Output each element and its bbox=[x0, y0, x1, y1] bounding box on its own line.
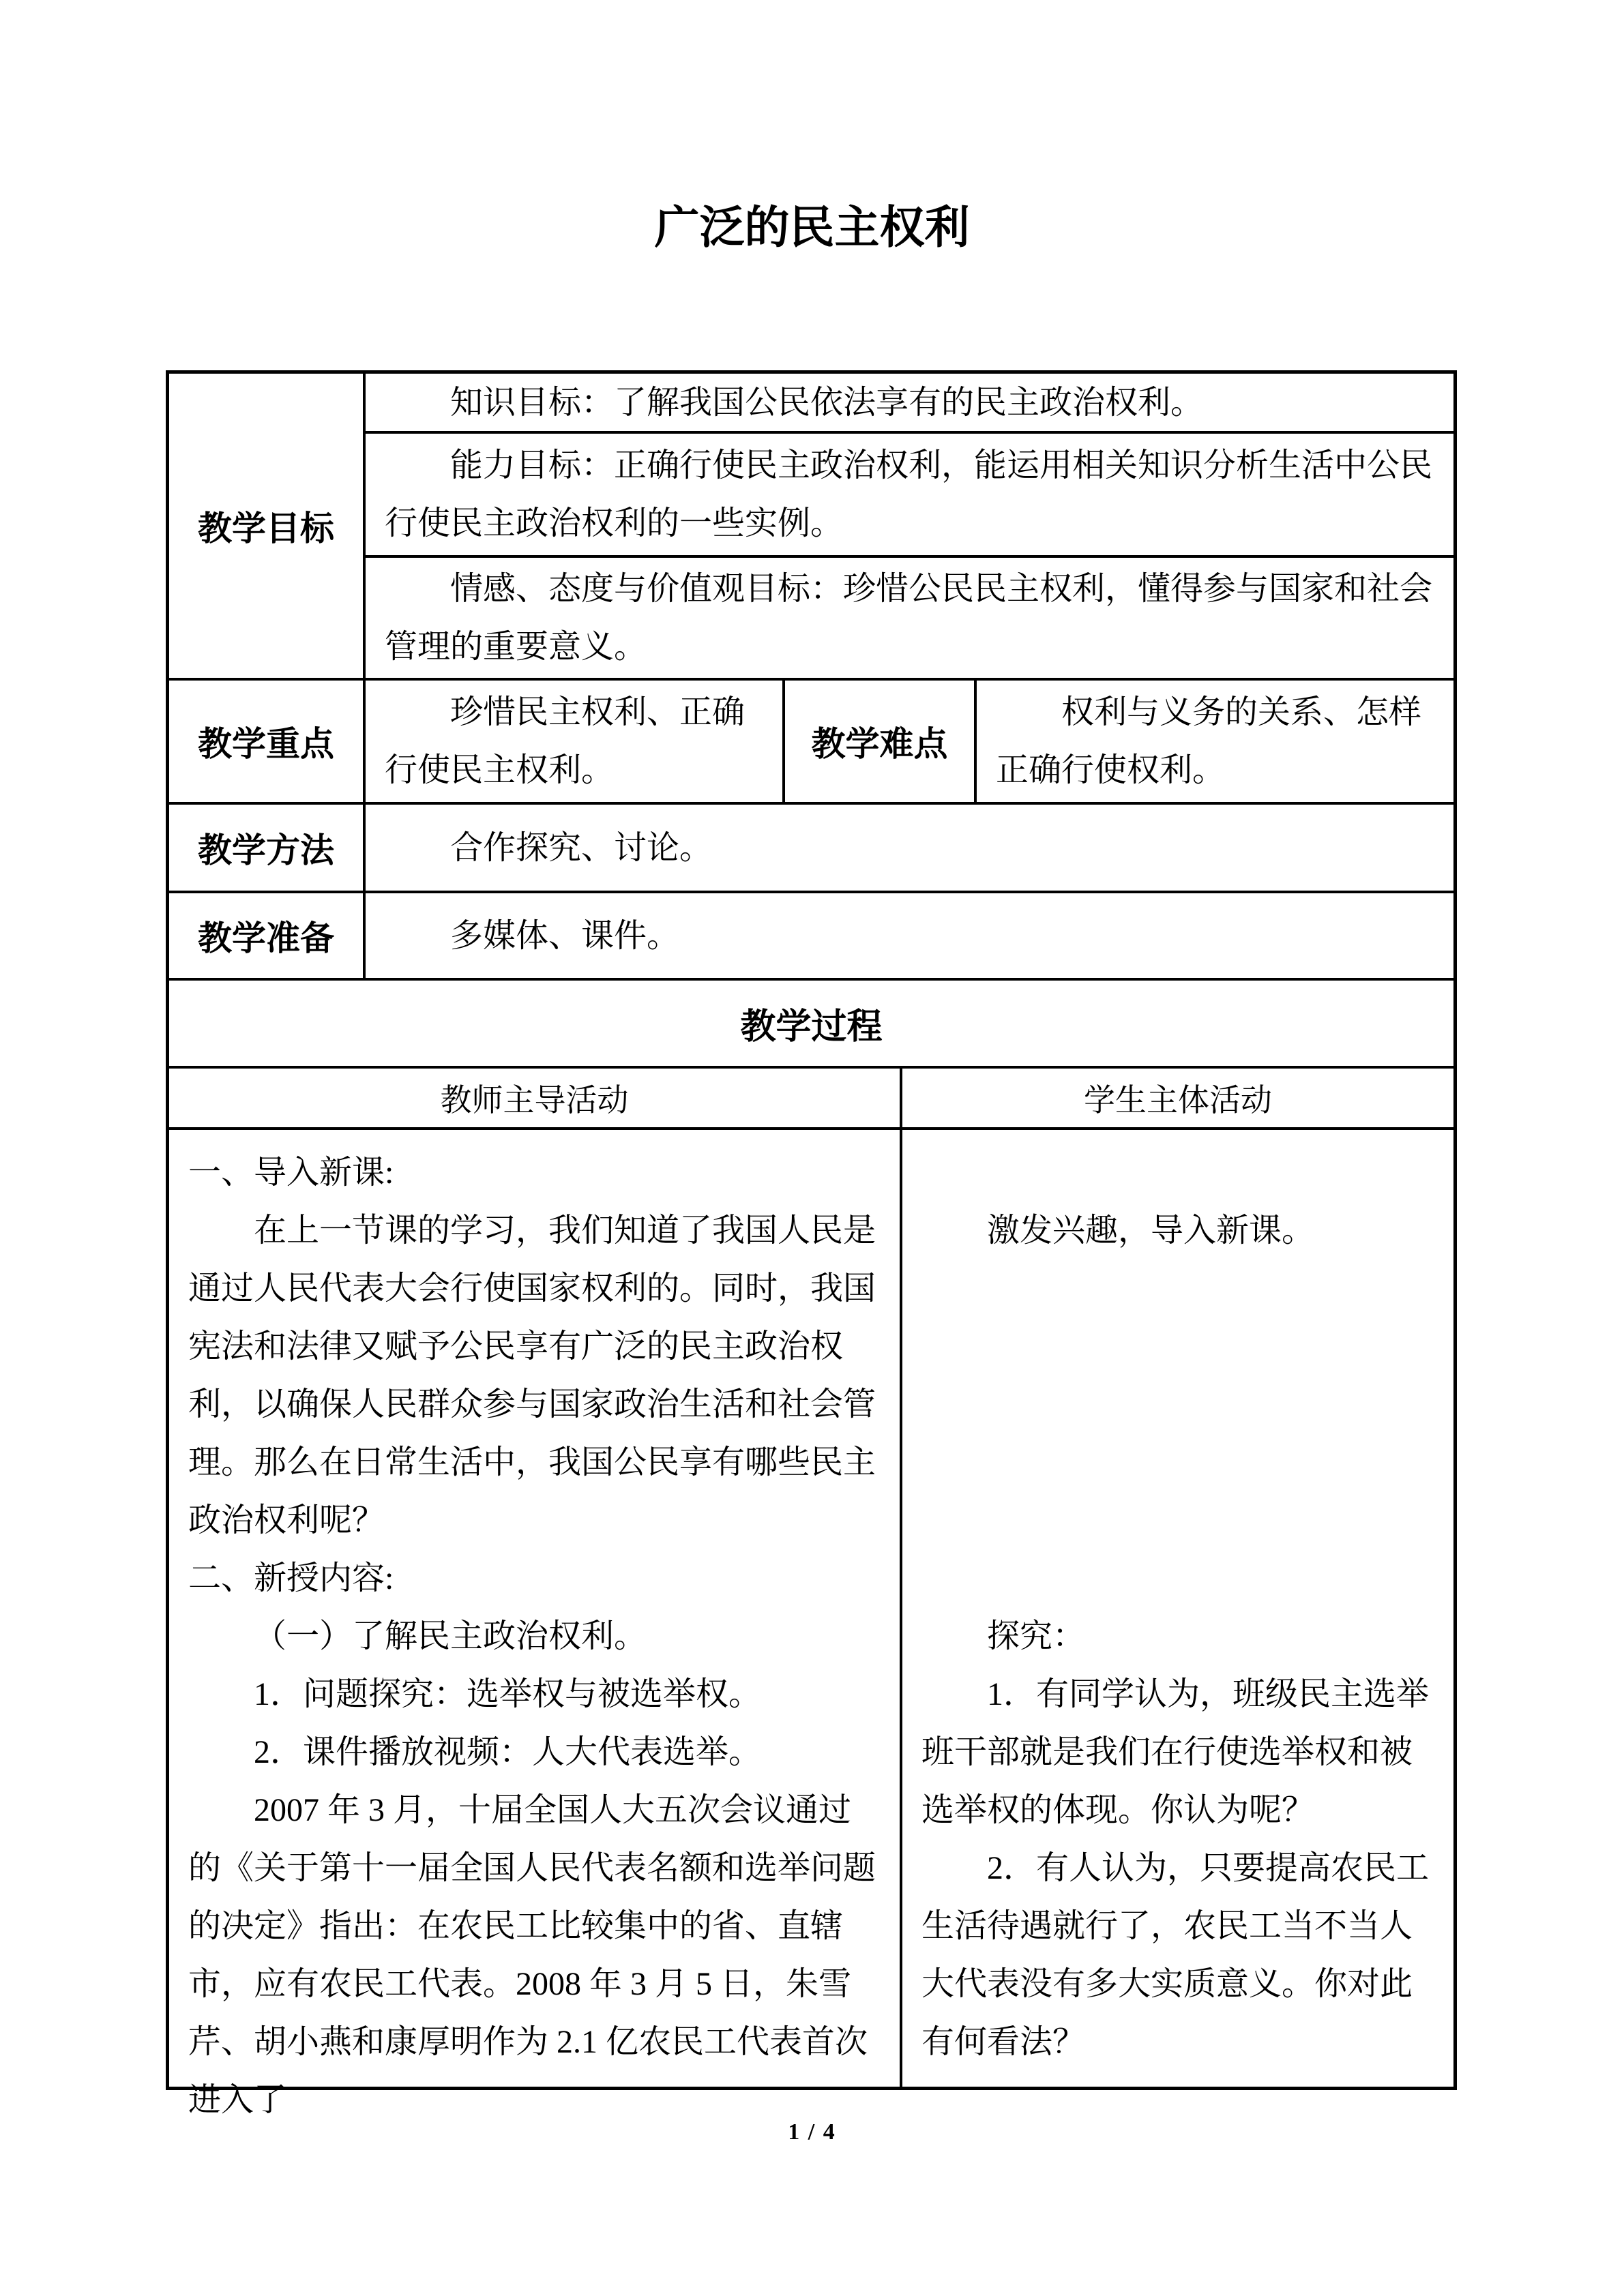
document-title: 广泛的民主权利 bbox=[654, 203, 970, 253]
teacher-column-header: 教师主导活动 bbox=[169, 1069, 902, 1127]
difficulties-content bbox=[977, 681, 1453, 802]
preparation-text: 多媒体、课件。 bbox=[450, 917, 680, 954]
student-activities-cell bbox=[902, 1130, 1453, 2087]
difficulties-label: 教学难点 bbox=[785, 681, 977, 802]
emotion-objective-text: 情感、态度与价值观目标：珍惜公民民主权利，懂得参与国家和社会管理的重要意义。 bbox=[385, 571, 1433, 665]
emotion-objective-row bbox=[366, 558, 1453, 678]
objectives-label: 教学目标 bbox=[169, 374, 366, 678]
student-paragraph-3: 1．有同学认为，班级民主选举班干部就是我们在行使选举权和被选举权的体现。你认为呢？ bbox=[921, 1676, 1430, 1828]
keypoints-content bbox=[366, 681, 785, 802]
teacher-paragraph-2: 在上一节课的学习，我们知道了我国人民是通过人民代表大会行使国家权利的。同时，我国宪法和法律又赋予公民享有广泛的民主政治权利，以确保人民群众参与国家政治生活和社会管理。那么在日常生活中，我国公民享有哪些民主政治权利呢？ bbox=[188, 1212, 876, 1538]
lesson-plan-table bbox=[166, 370, 1457, 2118]
process-header-text: 教学过程 bbox=[740, 1007, 883, 1047]
column-headers-row bbox=[169, 1069, 1453, 1130]
ability-objective-row bbox=[366, 434, 1453, 558]
knowledge-objective-text: 知识目标：了解我国公民依法享有的民主政治权利。 bbox=[450, 384, 1204, 421]
keypoints-difficulties-row bbox=[169, 681, 1453, 805]
teacher-paragraph-1: 一、导入新课: bbox=[188, 1154, 394, 1191]
student-paragraph-4: 2．有人认为，只要提高农民工生活待遇就行了，农民工当不当人大代表没有多大实质意义。你对此有何看法？ bbox=[921, 1850, 1430, 2060]
student-paragraph-1: 激发兴趣，导入新课。 bbox=[987, 1212, 1315, 1249]
teacher-paragraph-4: （一）了解民主政治权利。 bbox=[254, 1618, 647, 1654]
student-column-header: 学生主体活动 bbox=[1084, 1083, 1272, 1118]
preparation-row bbox=[169, 893, 1453, 981]
objectives-content bbox=[366, 374, 1453, 678]
difficulties-text: 权利与义务的关系、怎样正确行使权利。 bbox=[996, 694, 1422, 788]
teacher-paragraph-6: 2．课件播放视频：人大代表选举。 bbox=[254, 1734, 762, 1770]
student-paragraph-2: 探究： bbox=[987, 1618, 1086, 1654]
preparation-label: 教学准备 bbox=[169, 893, 366, 978]
objectives-row bbox=[169, 374, 1453, 681]
methods-row bbox=[169, 805, 1453, 893]
methods-content bbox=[366, 805, 1453, 891]
page-number: 1 / 4 bbox=[788, 2119, 836, 2145]
knowledge-objective-row bbox=[366, 374, 1453, 434]
preparation-content bbox=[366, 893, 1453, 978]
teacher-paragraph-7: 2007 年 3 月，十届全国人大五次会议通过的《关于第十一届全国人民代表名额和选举问题的决定》指出：在农民工比较集中的省、直辖市，应有农民工代表。2008 年 3 月 5 日，朱雪芹、胡小燕和康厚明作为 2.1 亿农民工代表首次进入了 bbox=[188, 1792, 876, 2118]
teacher-activities-cell bbox=[169, 1130, 902, 2118]
keypoints-text: 珍惜民主权利、正确行使民主权利。 bbox=[385, 694, 745, 788]
keypoints-label: 教学重点 bbox=[169, 681, 366, 802]
teacher-paragraph-3: 二、新授内容: bbox=[188, 1560, 394, 1596]
ability-objective-text: 能力目标：正确行使民主政治权利，能运用相关知识分析生活中公民行使民主政治权利的一些实例。 bbox=[385, 447, 1433, 541]
methods-text: 合作探究、讨论。 bbox=[450, 829, 713, 866]
process-header-row bbox=[169, 981, 1453, 1069]
teacher-paragraph-5: 1．问题探究：选举权与被选举权。 bbox=[254, 1676, 762, 1712]
activities-body-row bbox=[169, 1130, 1453, 2118]
methods-label: 教学方法 bbox=[169, 805, 366, 891]
